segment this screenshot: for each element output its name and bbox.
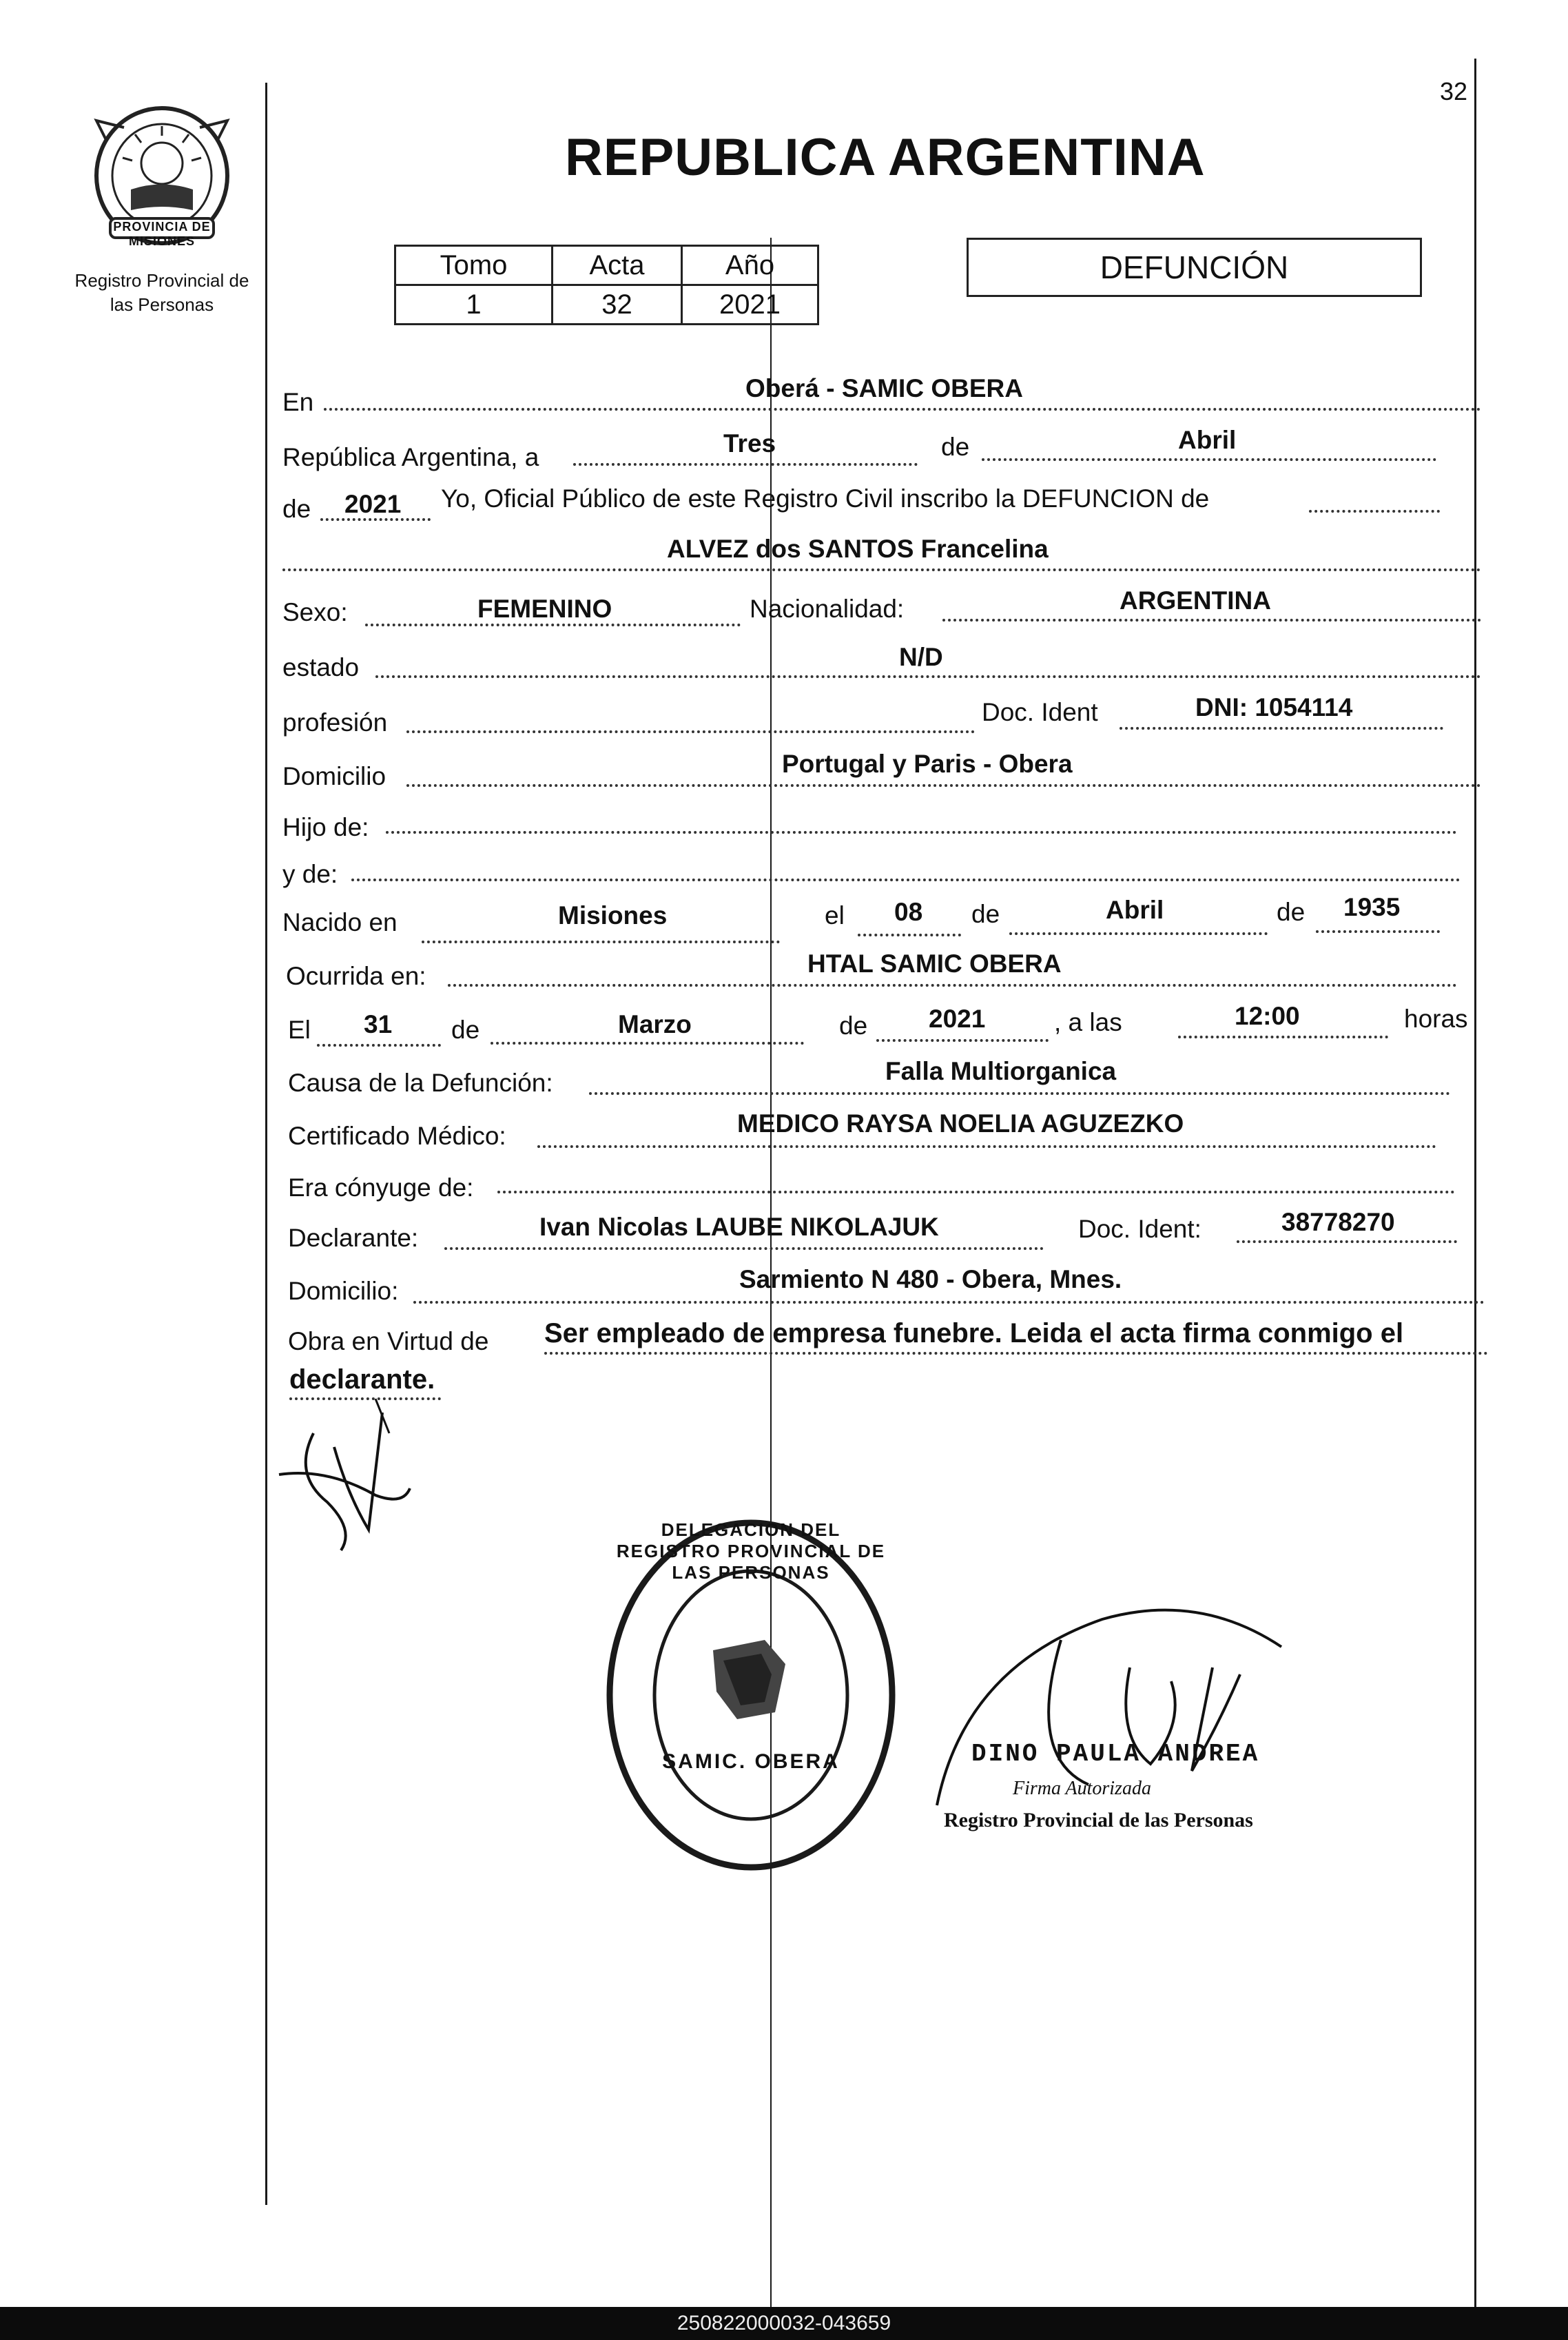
label-nacionalidad: Nacionalidad: — [750, 595, 905, 623]
value-causa: Falla Multiorganica — [885, 1057, 1117, 1085]
dots-nacido-dia — [858, 934, 961, 936]
record-table — [394, 245, 819, 325]
dots-certificado — [537, 1145, 1436, 1148]
dots-causa — [589, 1092, 1450, 1095]
value-dia-inscripcion: Tres — [723, 429, 776, 458]
dots-mes — [982, 458, 1436, 461]
label-el-cap: El — [288, 1016, 311, 1044]
dots-nacido-en — [422, 941, 780, 943]
dots-declarante — [444, 1247, 1044, 1250]
official-org: Registro Provincial de las Personas — [944, 1809, 1253, 1831]
label-y-de: y de: — [282, 860, 338, 888]
value-estado: N/D — [899, 643, 943, 671]
dots-doc-ident — [1120, 727, 1443, 730]
tomo-value: 1 — [395, 285, 553, 325]
stamp-ring-text: DELEGACION DEL REGISTRO PROVINCIAL DE LAS PERSONAS — [616, 1519, 886, 1583]
value-mes-inscripcion: Abril — [1178, 426, 1237, 454]
anio-value: 2021 — [682, 285, 818, 325]
label-a-las: , a las — [1054, 1008, 1122, 1036]
dots-obra-1 — [544, 1352, 1488, 1355]
value-obra-line1: Ser empleado de empresa funebre. Leida el acta firma conmigo el — [544, 1318, 1404, 1348]
dots-sexo — [365, 624, 741, 626]
page-number: 32 — [1440, 77, 1468, 105]
value-sexo: FEMENINO — [477, 595, 612, 623]
label-de-4: de — [1277, 898, 1306, 926]
page-title: REPUBLICA ARGENTINA — [565, 128, 1206, 187]
acta-header: Acta — [553, 246, 682, 285]
label-certificado: Certificado Médico: — [288, 1122, 506, 1150]
label-horas: horas — [1404, 1005, 1468, 1033]
value-nacido-mes: Abril — [1106, 896, 1164, 924]
dots-nombre — [282, 568, 1481, 571]
dots-declarante-doc — [1237, 1240, 1457, 1243]
dots-anio — [320, 518, 431, 521]
value-fallec-anio: 2021 — [929, 1005, 986, 1033]
value-lugar: Oberá - SAMIC OBERA — [745, 374, 1023, 402]
label-declarante: Declarante: — [288, 1224, 419, 1252]
label-nacido-en: Nacido en — [282, 908, 398, 936]
label-republica: República Argentina, a — [282, 443, 539, 471]
label-conyuge: Era cónyuge de: — [288, 1173, 474, 1202]
registry-caption — [48, 269, 276, 317]
footer-bar — [0, 2307, 1568, 2340]
tomo-header: Tomo — [395, 246, 553, 285]
dots-nacido-mes — [1009, 932, 1268, 935]
label-el: el — [825, 901, 845, 930]
dots-fallec-anio — [876, 1039, 1049, 1042]
dots-fallec-mes — [491, 1042, 804, 1045]
dots-estado — [375, 675, 1481, 678]
anio-header: Año — [682, 246, 818, 285]
dots-en — [324, 408, 1481, 411]
value-declarante-doc: 38778270 — [1281, 1208, 1395, 1236]
dots-domicilio — [406, 784, 1481, 787]
label-oficial: Yo, Oficial Público de este Registro Civil inscribo la DEFUNCION de — [441, 484, 1210, 513]
official-role: Firma Autorizada — [1013, 1778, 1151, 1799]
label-de-3: de — [971, 900, 1000, 928]
value-hora: 12:00 — [1235, 1002, 1300, 1030]
document-type-box: DEFUNCIÓN — [967, 238, 1422, 297]
value-ocurrida-en: HTAL SAMIC OBERA — [807, 950, 1062, 978]
label-doc-ident: Doc. Ident — [982, 698, 1098, 726]
dots-conyuge — [497, 1191, 1455, 1193]
dots-profesion — [406, 730, 975, 733]
declarant-signature — [272, 1392, 424, 1557]
value-domicilio: Portugal y Paris - Obera — [782, 750, 1073, 778]
label-sexo: Sexo: — [282, 598, 348, 626]
label-de-6: de — [839, 1012, 868, 1040]
registry-caption-line2: las Personas — [110, 294, 214, 316]
label-de-2: de — [282, 495, 311, 523]
registry-oval-stamp — [599, 1512, 902, 1878]
dots-y-de — [351, 879, 1461, 881]
dots-dia — [573, 463, 918, 466]
registry-caption-line1: Registro Provincial de — [74, 270, 249, 291]
label-en: En — [282, 388, 314, 416]
value-nacido-en: Misiones — [558, 901, 668, 930]
acta-value: 32 — [553, 285, 682, 325]
label-doc-ident-2: Doc. Ident: — [1078, 1215, 1201, 1243]
value-nombre: ALVEZ dos SANTOS Francelina — [667, 535, 1049, 563]
dots-fallec-dia — [317, 1044, 441, 1047]
dots-hora — [1178, 1036, 1388, 1038]
label-estado: estado — [282, 653, 360, 681]
value-fallec-dia: 31 — [364, 1010, 393, 1038]
label-domicilio-2: Domicilio: — [288, 1277, 399, 1305]
label-profesion: profesión — [282, 708, 388, 737]
value-declarante-domicilio: Sarmiento N 480 - Obera, Mnes. — [739, 1265, 1122, 1293]
footer-code: 250822000032-043659 — [677, 2312, 891, 2334]
label-causa: Causa de la Defunción: — [288, 1069, 553, 1097]
record-value-row — [395, 285, 818, 325]
dots-nacionalidad — [942, 619, 1481, 622]
label-de-5: de — [451, 1016, 480, 1044]
dots-nacido-anio — [1316, 930, 1440, 933]
left-margin-line — [265, 83, 267, 2205]
dots-ocurrida-en — [448, 984, 1457, 987]
label-de-1: de — [941, 433, 970, 461]
value-fallec-mes: Marzo — [618, 1010, 692, 1038]
dots-hijo-de — [386, 831, 1457, 834]
value-anio-inscripcion: 2021 — [344, 490, 402, 518]
seal-text: PROVINCIA DE MISIONES — [113, 220, 211, 248]
value-declarante: Ivan Nicolas LAUBE NIKOLAJUK — [539, 1213, 939, 1241]
province-seal-logo — [83, 100, 241, 252]
value-nacido-anio: 1935 — [1343, 893, 1401, 921]
value-certificado: MEDICO RAYSA NOELIA AGUZEZKO — [737, 1109, 1184, 1138]
label-obra-en-virtud: Obra en Virtud de — [288, 1327, 489, 1355]
value-nacionalidad: ARGENTINA — [1120, 586, 1271, 615]
record-header-row — [395, 246, 818, 285]
dots-oficial-end — [1309, 510, 1440, 513]
label-domicilio: Domicilio — [282, 762, 386, 790]
right-margin-line — [1474, 59, 1476, 2308]
stamp-inner-text: SAMIC. OBERA — [662, 1750, 840, 1773]
dots-domicilio-2 — [413, 1301, 1485, 1304]
official-name: DINO PAULA ANDREA — [971, 1740, 1260, 1768]
value-doc-ident: DNI: 1054114 — [1195, 693, 1353, 721]
value-obra-line2: declarante. — [289, 1364, 435, 1395]
label-ocurrida-en: Ocurrida en: — [286, 962, 426, 990]
label-hijo-de: Hijo de: — [282, 813, 369, 841]
value-nacido-dia: 08 — [894, 898, 923, 926]
